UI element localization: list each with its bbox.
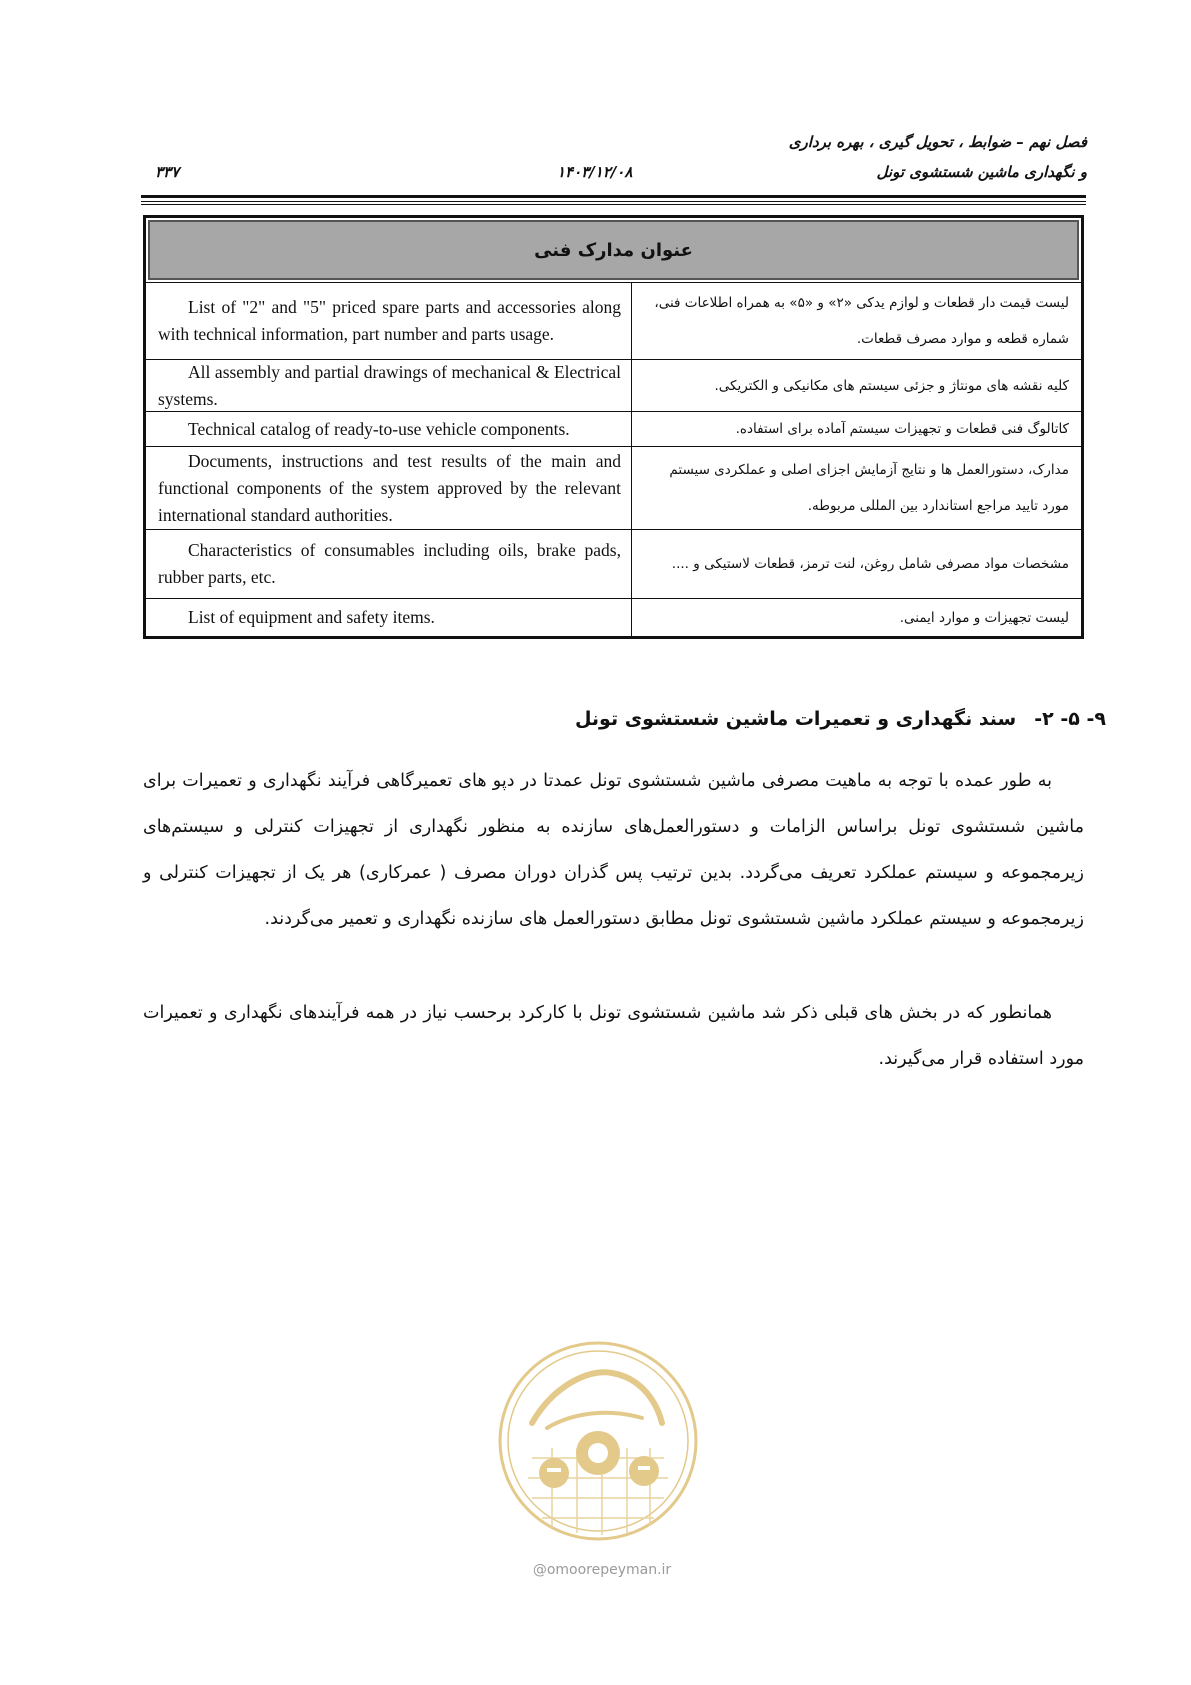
row-text-en: List of "2" and "5" priced spare parts and accessories along with technical information, part number and parts usage. — [158, 297, 621, 344]
table-cell-persian — [632, 530, 1081, 598]
table-cell-english — [146, 283, 632, 359]
header-rule-thin-2 — [141, 204, 1086, 205]
table-row — [146, 282, 1081, 359]
table-header: عنوان مدارک فنی — [148, 220, 1079, 280]
row-text-fa: کلیه نقشه های مونتاژ و جزئی سیستم های مکانیکی و الکتریکی. — [714, 377, 1069, 394]
row-text-fa: مشخصات مواد مصرفی شامل روغن، لنت ترمز، قطعات لاستیکی و .... — [671, 556, 1069, 572]
header-date: ۱۴۰۳/۱۲/۰۸ — [557, 163, 633, 181]
row-text-fa: کاتالوگ فنی قطعات و تجهیزات سیستم آماده برای استفاده. — [735, 421, 1069, 437]
table-cell-english — [146, 447, 632, 529]
section-title: سند نگهداری و تعمیرات ماشین شستشوی تونل — [574, 708, 1017, 730]
row-text-fa: لیست قیمت دار قطعات و لوازم یدکی «۲» و «۵» به همراه اطلاعات فنی، شماره قطعه و موارد مصرف قطعات. — [654, 295, 1069, 347]
table-row — [146, 411, 1081, 446]
row-text-en: All assembly and partial drawings of mechanical & Electrical systems. — [158, 361, 621, 409]
row-text-en: List of equipment and safety items. — [188, 607, 435, 627]
table-row — [146, 446, 1081, 529]
row-text-en: Documents, instructions and test results of the main and functional components of the system approved by the relevant international standard authorities. — [158, 450, 621, 525]
table-cell-persian — [632, 599, 1081, 636]
header-rule-thick — [141, 195, 1086, 198]
table-cell-persian — [632, 360, 1081, 411]
row-text-fa: مدارک، دستورالعمل ها و نتایج آزمایش اجزای اصلی و عملکردی سیستم مورد تایید مراجع استاندارد بین المللی مربوطه. — [669, 462, 1069, 514]
table-cell-english — [146, 360, 632, 411]
chapter-title-line1: فصل نهم – ضوابط ، تحویل گیری ، بهره برداری — [788, 133, 1087, 151]
row-text-en: Characteristics of consumables including oils, brake pads, rubber parts, etc. — [158, 540, 621, 587]
page-number: ۳۳۷ — [155, 163, 180, 181]
chapter-title-line2: و نگهداری ماشین شستشوی تونل — [876, 163, 1087, 181]
table-row — [146, 529, 1081, 598]
table-cell-persian — [632, 283, 1081, 359]
watermark-seal-logo — [492, 1328, 704, 1554]
row-text-en: Technical catalog of ready-to-use vehicle components. — [188, 418, 570, 439]
section-heading — [575, 708, 1106, 730]
technical-documents-table — [143, 215, 1084, 639]
body-paragraph-1: به طور عمده با توجه به ماهیت مصرفی ماشین شستشوی تونل عمدتا در دپو های تعمیرگاهی فرآیند نگهداری و تعمیرات برای ماشین شستشوی تونل براساس الزامات و دستورالعمل‌های سازنده به منظور نگهداری از تجهیزات کنترلی و سیستم‌های زیرمجموعه و سیستم عملکرد تعریف می‌گردد. بدین ترتیب پس گذران دوران مصرف ( عمرکاری) هر یک از تجهیزات کنترلی و زیرمجموعه و سیستم عملکرد ماشین شستشوی تونل مطابق دستورالعمل های سازنده نگهداری و تعمیر می‌گردند. — [143, 771, 1084, 929]
watermark-url: @omoorepeyman.ir — [532, 1562, 672, 1578]
table-cell-persian — [632, 412, 1081, 446]
body-paragraph-2: همانطور که در بخش های قبلی ذکر شد ماشین شستشوی تونل با کارکرد برحسب نیاز در همه فرآیندهای نگهداری و تعمیرات مورد استفاده قرار می‌گیرند. — [143, 1003, 1084, 1069]
row-text-fa: لیست تجهیزات و موارد ایمنی. — [899, 609, 1069, 626]
table-row — [146, 359, 1081, 411]
header-rule-thin — [141, 201, 1086, 202]
table-row — [146, 598, 1081, 636]
table-cell-english — [146, 599, 632, 636]
table-cell-persian — [632, 447, 1081, 529]
table-cell-english — [146, 530, 632, 598]
section-number: ۹- ۵- ۲- — [1034, 708, 1106, 730]
table-cell-english — [146, 412, 632, 446]
